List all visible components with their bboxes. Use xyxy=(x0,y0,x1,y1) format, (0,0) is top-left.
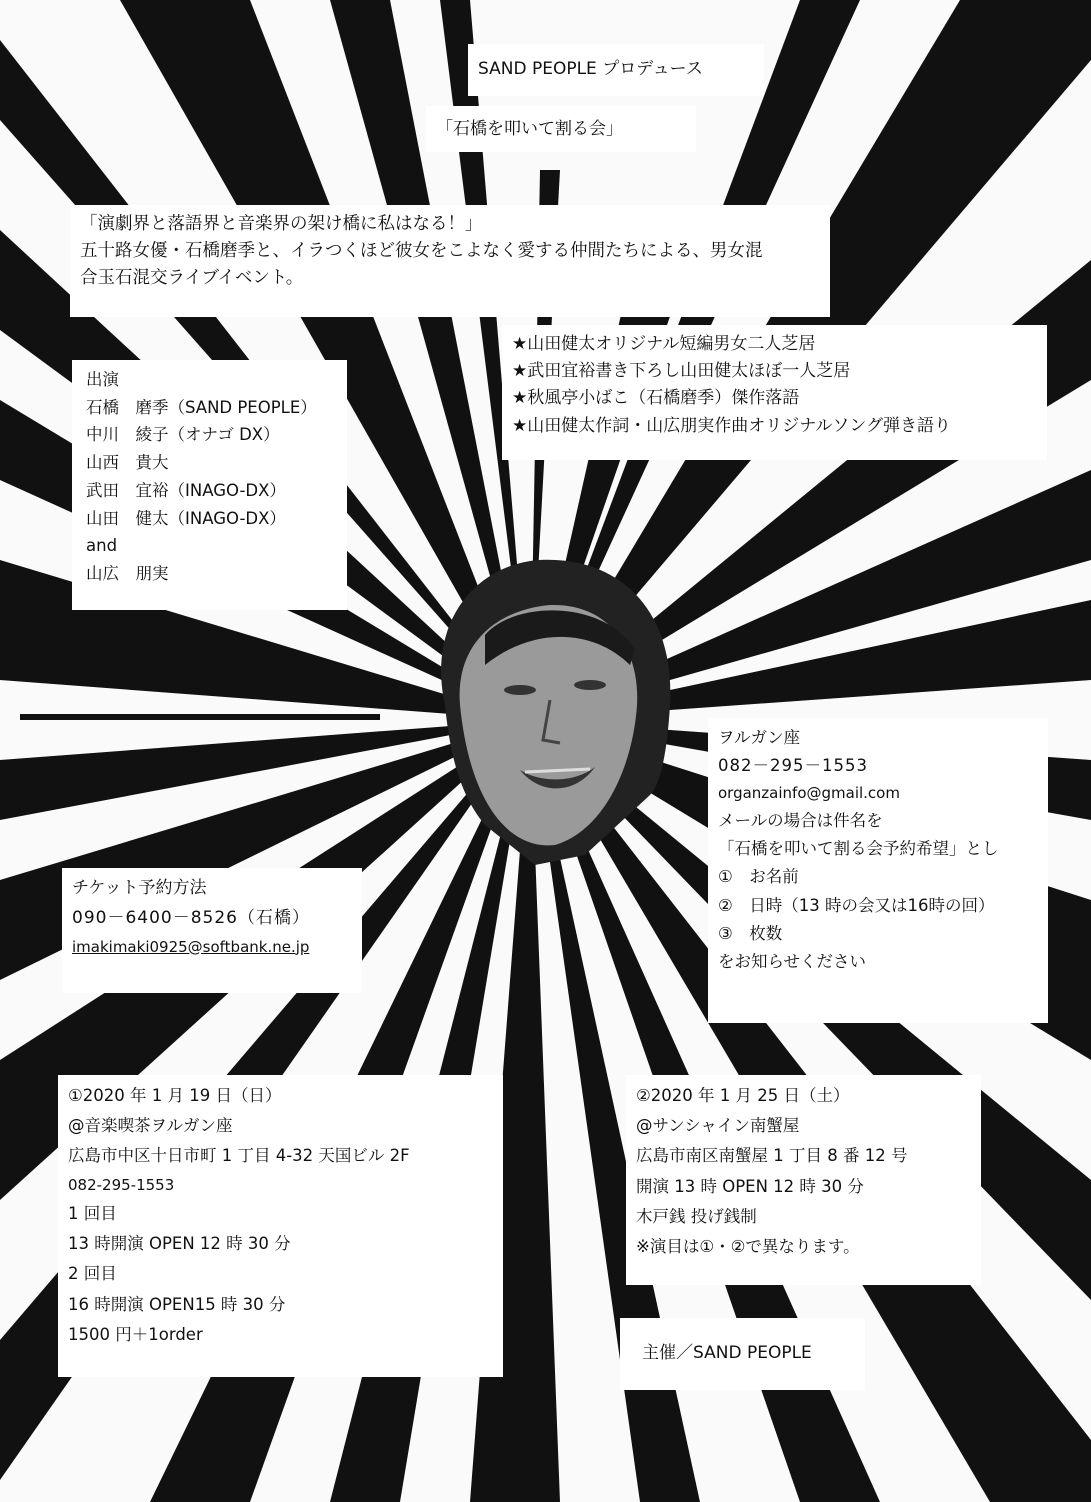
show1-round-1: 1 回目 xyxy=(68,1204,117,1223)
show2-time: 開演 13 時 OPEN 12 時 30 分 xyxy=(636,1176,864,1196)
ticket-email[interactable]: imakimaki0925@softbank.ne.jp xyxy=(72,937,310,956)
ticket-phone: 090－6400－8526（石橋） xyxy=(72,907,310,928)
show2-venue: @サンシャイン南蟹屋 xyxy=(636,1116,800,1136)
venue-name: ヲルガン座 xyxy=(718,728,801,747)
cast-member: 石橋 磨季（SAND PEOPLE） xyxy=(86,397,317,417)
cast-box xyxy=(72,360,347,610)
show2-box xyxy=(626,1075,981,1285)
intro-line-1: 「演劇界と落語界と音楽界の架け橋に私はなる！」 xyxy=(80,214,483,234)
show2-address: 広島市南区南蟹屋 1 丁目 8 番 12 号 xyxy=(636,1146,908,1166)
cast-member: and xyxy=(86,536,118,556)
ticket-box xyxy=(62,868,362,993)
cast-member: 武田 宜裕（INAGO-DX） xyxy=(86,480,286,500)
venue-item-datetime: ② 日時（13 時の会又は16時の回） xyxy=(718,895,995,915)
cast-member: 山広 朋実 xyxy=(86,564,169,584)
venue-note-2: 「石橋を叩いて割る会予約希望」とし xyxy=(718,838,999,858)
show1-venue: @音楽喫茶ヲルガン座 xyxy=(68,1116,233,1136)
program-item: ★山田健太オリジナル短編男女二人芝居 xyxy=(512,334,816,354)
program-box xyxy=(502,325,1047,460)
show2-note: ※演目は①・②で異なります。 xyxy=(636,1236,860,1256)
venue-item-count: ③ 枚数 xyxy=(718,924,783,944)
program-item: ★秋風亭小ばこ（石橋磨季）傑作落語 xyxy=(512,388,800,409)
cast-member: 山西 貴大 xyxy=(86,453,169,473)
show1-time-1: 13 時開演 OPEN 12 時 30 分 xyxy=(68,1234,291,1254)
organizer-text: 主催／SAND PEOPLE xyxy=(642,1343,812,1363)
show1-round-2: 2 回目 xyxy=(68,1264,117,1284)
organizer-box xyxy=(620,1318,865,1390)
performer-photo xyxy=(425,555,680,885)
venue-note-1: メールの場合は件名を xyxy=(718,810,883,830)
show1-price: 1500 円＋1order xyxy=(68,1324,203,1344)
venue-phone: 082－295－1553 xyxy=(718,756,868,776)
venue-contact-box xyxy=(708,718,1048,1023)
venue-email[interactable]: organzainfo@gmail.com xyxy=(718,783,900,802)
show1-time-2: 16 時開演 OPEN15 時 30 分 xyxy=(68,1294,286,1314)
show1-date: ①2020 年 1 月 19 日（日） xyxy=(68,1086,282,1105)
program-item: ★武田宜裕書き下ろし山田健太ほぼ一人芝居 xyxy=(512,361,851,382)
intro-line-3: 合玉石混交ライブイベント。 xyxy=(80,268,304,289)
ticket-heading: チケット予約方法 xyxy=(72,878,207,898)
intro-line-2: 五十路女優・石橋磨季と、イラつくほど彼女をこよなく愛する仲間たちによる、男女混 xyxy=(80,241,763,262)
cast-heading: 出演 xyxy=(86,370,119,389)
venue-item-name: ① お名前 xyxy=(718,867,799,887)
event-title-banner xyxy=(426,106,696,152)
intro-box xyxy=(70,205,830,317)
show1-address: 広島市中区十日市町 1 丁目 4-32 天国ビル 2F xyxy=(68,1146,410,1166)
show2-date: ②2020 年 1 月 25 日（土） xyxy=(636,1086,850,1105)
venue-note-3: をお知らせください xyxy=(718,952,867,972)
producer-banner xyxy=(468,44,764,96)
cast-member: 山田 健太（INAGO-DX） xyxy=(86,508,286,528)
show1-phone: 082-295-1553 xyxy=(68,1175,175,1194)
producer-text: SAND PEOPLE プロデュース xyxy=(478,59,703,79)
cast-member: 中川 綾子（オナゴ DX） xyxy=(86,425,280,445)
show2-price: 木戸銭 投げ銭制 xyxy=(636,1206,757,1226)
program-item: ★山田健太作詞・山広朋実作曲オリジナルソング弾き語り xyxy=(512,415,952,436)
event-title: 「石橋を叩いて割る会」 xyxy=(436,119,623,139)
show1-box xyxy=(58,1075,503,1377)
